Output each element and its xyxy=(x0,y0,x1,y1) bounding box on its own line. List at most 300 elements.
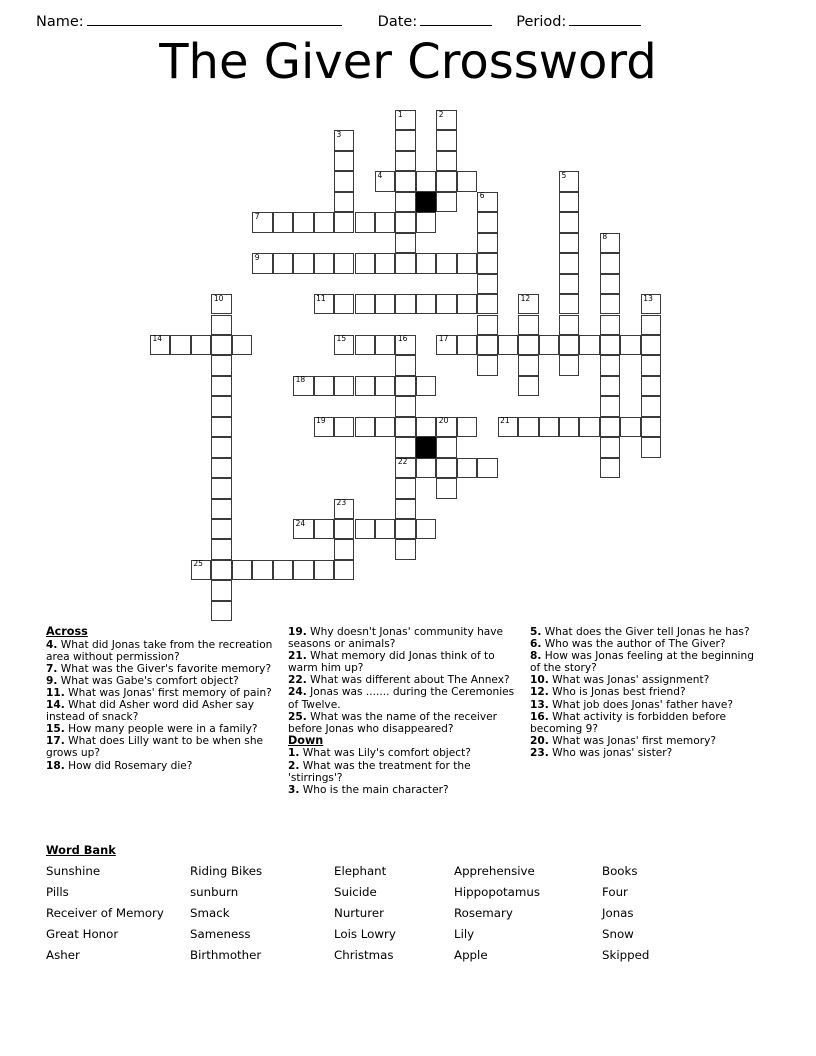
grid-cell[interactable] xyxy=(334,335,354,355)
grid-cell[interactable] xyxy=(518,376,538,396)
grid-cell[interactable] xyxy=(211,315,231,335)
grid-cell[interactable] xyxy=(457,335,477,355)
grid-cell[interactable] xyxy=(436,171,456,191)
grid-cell[interactable] xyxy=(436,294,456,314)
grid-cell[interactable] xyxy=(273,560,293,580)
grid-cell[interactable] xyxy=(436,458,456,478)
grid-cell[interactable] xyxy=(600,355,620,375)
grid-cell[interactable] xyxy=(518,355,538,375)
grid-cell[interactable] xyxy=(416,376,436,396)
grid-cell-number: 16 xyxy=(397,334,408,344)
grid-cell[interactable] xyxy=(395,376,415,396)
grid-cell[interactable] xyxy=(395,294,415,314)
grid-cell[interactable] xyxy=(252,253,272,273)
grid-cell[interactable] xyxy=(395,335,415,355)
grid-cell[interactable] xyxy=(314,212,334,232)
grid-cell[interactable] xyxy=(314,417,334,437)
grid-cell[interactable] xyxy=(211,396,231,416)
grid-cell[interactable] xyxy=(518,417,538,437)
grid-cell[interactable] xyxy=(334,192,354,212)
grid-cell[interactable] xyxy=(600,253,620,273)
grid-cell[interactable] xyxy=(395,355,415,375)
grid-cell[interactable] xyxy=(314,253,334,273)
grid-cell[interactable] xyxy=(477,355,497,375)
grid-cell[interactable] xyxy=(600,396,620,416)
grid-cell[interactable] xyxy=(559,253,579,273)
period-label: Period: xyxy=(516,14,567,30)
clue-item xyxy=(288,686,520,710)
grid-cell[interactable] xyxy=(211,499,231,519)
grid-cell[interactable] xyxy=(518,315,538,335)
grid-cell[interactable] xyxy=(191,560,211,580)
clues-column-3 xyxy=(530,626,772,796)
grid-cell[interactable] xyxy=(314,519,334,539)
grid-cell[interactable] xyxy=(395,171,415,191)
grid-cell[interactable] xyxy=(211,560,231,580)
grid-cell[interactable] xyxy=(395,499,415,519)
grid-cell[interactable] xyxy=(334,417,354,437)
grid-cell[interactable] xyxy=(477,212,497,232)
clue-item xyxy=(288,784,520,796)
clue-item xyxy=(288,711,520,735)
grid-cell[interactable] xyxy=(252,212,272,232)
clue-number: 1. xyxy=(288,747,300,760)
grid-cell[interactable] xyxy=(355,294,375,314)
clue-number: 10. xyxy=(530,674,549,687)
grid-cell[interactable] xyxy=(457,253,477,273)
word-bank-item[interactable]: Rosemary xyxy=(454,906,513,920)
word-bank-item[interactable]: Skipped xyxy=(602,948,650,962)
word-bank-item[interactable]: Christmas xyxy=(334,948,394,962)
grid-cell[interactable] xyxy=(375,171,395,191)
clue-number: 24. xyxy=(288,686,307,699)
grid-cell[interactable] xyxy=(395,519,415,539)
clue-text: Who was jonas' sister? xyxy=(548,746,673,759)
grid-cell[interactable] xyxy=(314,294,334,314)
grid-cell[interactable] xyxy=(600,335,620,355)
grid-cell-number: 18 xyxy=(295,375,306,385)
grid-cell-number: 12 xyxy=(520,293,531,303)
grid-cell-number: 13 xyxy=(643,293,653,303)
word-bank-item[interactable]: Jonas xyxy=(602,906,634,920)
grid-cell[interactable] xyxy=(375,253,395,273)
word-bank-item[interactable]: Pills xyxy=(46,885,69,899)
grid-cell-number: 23 xyxy=(336,498,347,508)
grid-cell[interactable] xyxy=(334,499,354,519)
grid-cell[interactable] xyxy=(559,417,579,437)
word-bank-section xyxy=(46,843,772,962)
grid-cell[interactable] xyxy=(600,315,620,335)
grid-cell[interactable] xyxy=(457,417,477,437)
grid-cell[interactable] xyxy=(211,458,231,478)
clue-text: What was the name of the receiver before Jonas who disappeared? xyxy=(288,710,497,735)
grid-cell[interactable] xyxy=(191,335,211,355)
clue-item xyxy=(46,687,278,699)
clue-number: 12. xyxy=(530,686,549,699)
word-bank-item[interactable]: Elephant xyxy=(334,864,387,878)
clues-column-2 xyxy=(288,626,530,796)
grid-cell[interactable] xyxy=(641,376,661,396)
grid-cell[interactable] xyxy=(334,171,354,191)
clue-text: How was Jonas feeling at the beginning of the story? xyxy=(530,650,754,675)
grid-cell[interactable] xyxy=(334,130,354,150)
grid-cell[interactable] xyxy=(641,294,661,314)
grid-cell[interactable] xyxy=(477,274,497,294)
clue-item xyxy=(46,699,278,723)
grid-cell-number: 17 xyxy=(438,334,449,344)
grid-cell-number: 25 xyxy=(193,559,203,569)
clue-number: 16. xyxy=(530,710,549,723)
grid-cell-number: 9 xyxy=(254,252,260,262)
grid-cell[interactable] xyxy=(355,253,375,273)
clue-text: How many people were in a family? xyxy=(64,723,258,736)
clue-text: What was the treatment for the 'stirrings'? xyxy=(288,759,471,784)
grid-cell[interactable] xyxy=(600,294,620,314)
grid-cell[interactable] xyxy=(232,560,252,580)
grid-cell[interactable] xyxy=(641,355,661,375)
clue-item xyxy=(46,735,278,759)
grid-cell[interactable] xyxy=(436,417,456,437)
grid-cell[interactable] xyxy=(395,130,415,150)
grid-cell[interactable] xyxy=(600,458,620,478)
grid-cell[interactable] xyxy=(211,355,231,375)
word-bank-item[interactable]: Sameness xyxy=(190,927,251,941)
clue-number: 17. xyxy=(46,735,65,748)
grid-cell[interactable] xyxy=(375,294,395,314)
grid-cell[interactable] xyxy=(375,519,395,539)
grid-cell[interactable] xyxy=(334,539,354,559)
grid-cell[interactable] xyxy=(559,294,579,314)
word-bank-heading: Word Bank xyxy=(46,843,116,857)
grid-cell[interactable] xyxy=(375,417,395,437)
grid-cell[interactable] xyxy=(600,376,620,396)
grid-cell[interactable] xyxy=(416,212,436,232)
grid-cell[interactable] xyxy=(355,212,375,232)
grid-cell[interactable] xyxy=(436,110,456,130)
grid-cell[interactable] xyxy=(416,171,436,191)
grid-cell[interactable] xyxy=(170,335,190,355)
grid-cell[interactable] xyxy=(436,253,456,273)
grid-cell[interactable] xyxy=(395,417,415,437)
grid-cell[interactable] xyxy=(559,171,579,191)
word-bank-item[interactable]: Riding Bikes xyxy=(190,864,263,878)
grid-cell[interactable] xyxy=(293,376,313,396)
clue-text: What does Lilly want to be when she grows up? xyxy=(46,735,264,760)
word-bank-item[interactable]: Books xyxy=(602,864,638,878)
grid-cell[interactable] xyxy=(395,396,415,416)
grid-cell-number: 21 xyxy=(500,416,510,426)
grid-cell[interactable] xyxy=(211,437,231,457)
clue-number: 8. xyxy=(530,650,542,663)
grid-cell[interactable] xyxy=(273,212,293,232)
grid-cell[interactable] xyxy=(641,335,661,355)
clue-number: 15. xyxy=(46,723,65,736)
grid-cell[interactable] xyxy=(477,233,497,253)
word-bank-item[interactable]: Lily xyxy=(454,927,475,941)
clue-text: What activity is forbidden before becoming 9? xyxy=(530,710,726,735)
grid-cell[interactable] xyxy=(314,560,334,580)
grid-cell-number: 20 xyxy=(438,416,449,426)
grid-cell[interactable] xyxy=(579,335,599,355)
clue-text: What was the Giver's favorite memory? xyxy=(57,662,272,675)
grid-cell[interactable] xyxy=(477,253,497,273)
grid-cell[interactable] xyxy=(641,417,661,437)
word-bank-item[interactable]: Apple xyxy=(454,948,488,962)
grid-cell[interactable] xyxy=(211,580,231,600)
clues-heading-down: Down xyxy=(288,733,324,747)
grid-cell[interactable] xyxy=(620,417,640,437)
grid-cell[interactable] xyxy=(375,376,395,396)
clue-number: 3. xyxy=(288,783,300,796)
clue-item xyxy=(530,735,762,747)
clue-item xyxy=(530,699,762,711)
grid-cell[interactable] xyxy=(334,376,354,396)
clue-item xyxy=(288,760,520,784)
clue-text: What was Jonas' first memory? xyxy=(548,734,716,747)
grid-cell[interactable] xyxy=(518,294,538,314)
clue-item xyxy=(530,626,762,638)
grid-cell[interactable] xyxy=(477,458,497,478)
clue-text: How did Rosemary die? xyxy=(64,759,193,772)
grid-cell-number: 4 xyxy=(377,170,383,180)
grid-cell[interactable] xyxy=(600,437,620,457)
grid-cell[interactable] xyxy=(293,519,313,539)
grid-cell[interactable] xyxy=(477,192,497,212)
clue-number: 4. xyxy=(46,638,58,651)
grid-cell[interactable] xyxy=(559,315,579,335)
grid-cell[interactable] xyxy=(436,192,456,212)
grid-cell[interactable] xyxy=(395,110,415,130)
word-bank-item[interactable]: Smack xyxy=(190,906,230,920)
clue-item xyxy=(288,626,520,650)
grid-cell[interactable] xyxy=(559,233,579,253)
grid-cell-number: 24 xyxy=(295,518,306,528)
grid-cell[interactable] xyxy=(293,212,313,232)
grid-cell[interactable] xyxy=(416,519,436,539)
clue-text: What was Jonas' assignment? xyxy=(548,674,710,687)
clue-text: What job does Jonas' father have? xyxy=(548,698,734,711)
word-bank-item[interactable]: Receiver of Memory xyxy=(46,906,164,920)
clue-number: 11. xyxy=(46,686,65,699)
word-bank-item[interactable]: Snow xyxy=(602,927,634,941)
grid-cell[interactable] xyxy=(416,417,436,437)
grid-cell[interactable] xyxy=(395,212,415,232)
grid-cell[interactable] xyxy=(579,417,599,437)
grid-cell[interactable] xyxy=(273,253,293,273)
grid-cell[interactable] xyxy=(211,417,231,437)
page-title: The Giver Crossword xyxy=(159,34,657,90)
clue-text: What does the Giver tell Jonas he has? xyxy=(541,626,750,638)
clue-item xyxy=(46,675,278,687)
word-bank-item[interactable]: Four xyxy=(602,885,628,899)
grid-cell[interactable] xyxy=(314,376,334,396)
clue-text: What did Jonas take from the recreation area without permission? xyxy=(46,638,273,663)
clue-item xyxy=(46,663,278,675)
clue-text: Who is the main character? xyxy=(299,783,449,796)
grid-cell[interactable] xyxy=(477,315,497,335)
word-bank-item[interactable]: Apprehensive xyxy=(454,864,535,878)
clue-item xyxy=(530,686,762,698)
clue-text: What was Gabe's comfort object? xyxy=(57,674,239,687)
grid-cell[interactable] xyxy=(539,417,559,437)
grid-cell[interactable] xyxy=(395,478,415,498)
grid-cell[interactable] xyxy=(416,294,436,314)
date-label: Date: xyxy=(377,14,418,30)
grid-cell[interactable] xyxy=(457,294,477,314)
grid-cell[interactable] xyxy=(334,560,354,580)
grid-cell[interactable] xyxy=(252,560,272,580)
grid-cell[interactable] xyxy=(559,212,579,232)
clue-number: 18. xyxy=(46,759,65,772)
grid-cell[interactable] xyxy=(334,294,354,314)
grid-cell[interactable] xyxy=(641,437,661,457)
grid-cell[interactable] xyxy=(355,376,375,396)
grid-cell[interactable] xyxy=(416,253,436,273)
grid-cell[interactable] xyxy=(477,294,497,314)
grid-cell[interactable] xyxy=(334,519,354,539)
word-bank-item[interactable]: Asher xyxy=(46,948,80,962)
grid-cell[interactable] xyxy=(518,335,538,355)
clue-number: 19. xyxy=(288,626,307,638)
grid-cell[interactable] xyxy=(641,315,661,335)
grid-cell[interactable] xyxy=(334,151,354,171)
grid-cell[interactable] xyxy=(436,437,456,457)
clue-number: 6. xyxy=(530,638,542,651)
grid-cell-number: 14 xyxy=(152,334,163,344)
clue-item xyxy=(288,674,520,686)
clue-item xyxy=(46,639,278,663)
grid-cell[interactable] xyxy=(416,458,436,478)
grid-cell-number: 6 xyxy=(479,191,485,201)
clue-number: 9. xyxy=(46,674,58,687)
grid-cell[interactable] xyxy=(395,233,415,253)
grid-cell[interactable] xyxy=(395,253,415,273)
grid-cell[interactable] xyxy=(498,335,518,355)
grid-cell-number: 10 xyxy=(213,293,224,303)
clue-number: 5. xyxy=(530,626,542,638)
grid-cell[interactable] xyxy=(375,212,395,232)
grid-cell[interactable] xyxy=(395,437,415,457)
clue-text: What was Lily's comfort object? xyxy=(299,747,471,760)
grid-cell-number: 19 xyxy=(316,416,326,426)
clue-text: Who is Jonas best friend? xyxy=(548,686,686,699)
clue-number: 14. xyxy=(46,699,65,712)
clues-heading-across: Across xyxy=(46,625,88,638)
grid-cell[interactable] xyxy=(355,335,375,355)
clue-text: Why doesn't Jonas' community have seasons or animals? xyxy=(288,626,504,651)
clue-item xyxy=(288,747,520,759)
grid-cell[interactable] xyxy=(395,539,415,559)
grid-cell[interactable] xyxy=(375,335,395,355)
grid-cell[interactable] xyxy=(355,417,375,437)
clue-text: What was Jonas' first memory of pain? xyxy=(64,686,272,699)
grid-cell[interactable] xyxy=(641,396,661,416)
clue-number: 25. xyxy=(288,710,307,723)
grid-cell[interactable] xyxy=(600,233,620,253)
grid-cell[interactable] xyxy=(293,253,313,273)
grid-cell[interactable] xyxy=(559,355,579,375)
word-bank-item[interactable]: Suicide xyxy=(334,885,377,899)
word-bank-item[interactable]: Great Honor xyxy=(46,927,119,941)
word-bank-item[interactable]: sunburn xyxy=(190,885,239,899)
word-bank-item[interactable]: Birthmother xyxy=(190,948,262,962)
grid-cell[interactable] xyxy=(436,478,456,498)
word-bank-item[interactable]: Lois Lowry xyxy=(334,927,396,941)
grid-cell[interactable] xyxy=(355,519,375,539)
grid-cell-number: 7 xyxy=(254,211,260,221)
grid-cell[interactable] xyxy=(211,478,231,498)
grid-cell[interactable] xyxy=(559,274,579,294)
grid-cell[interactable] xyxy=(600,274,620,294)
clue-item xyxy=(530,638,762,650)
clue-text: Who was the author of The Giver? xyxy=(541,638,726,651)
grid-cell[interactable] xyxy=(620,335,640,355)
grid-cell[interactable] xyxy=(457,458,477,478)
clue-item xyxy=(530,747,762,759)
clue-number: 2. xyxy=(288,759,300,772)
grid-cell[interactable] xyxy=(395,192,415,212)
grid-cell[interactable] xyxy=(211,539,231,559)
word-bank-item[interactable]: Sunshine xyxy=(46,864,101,878)
grid-cell-number: 11 xyxy=(316,293,326,303)
grid-cell[interactable] xyxy=(477,335,497,355)
word-bank-list xyxy=(46,864,772,962)
grid-cell[interactable] xyxy=(211,601,231,621)
grid-cell-number: 22 xyxy=(397,457,408,467)
grid-cell-number: 2 xyxy=(438,109,444,119)
grid-cell[interactable] xyxy=(293,560,313,580)
clue-number: 13. xyxy=(530,698,549,711)
grid-cell[interactable] xyxy=(457,171,477,191)
clue-number: 20. xyxy=(530,734,549,747)
word-bank-item[interactable]: Nurturer xyxy=(334,906,384,920)
clue-item xyxy=(288,650,520,674)
clue-number: 21. xyxy=(288,650,307,663)
grid-cell[interactable] xyxy=(559,192,579,212)
word-bank-item[interactable]: Hippopotamus xyxy=(454,885,541,899)
grid-cell-number: 8 xyxy=(602,232,608,242)
clues-section xyxy=(46,626,772,796)
clue-number: 23. xyxy=(530,746,549,759)
grid-cell-number: 15 xyxy=(336,334,347,344)
grid-cell[interactable] xyxy=(498,417,518,437)
clue-item xyxy=(46,760,278,772)
grid-cell-number: 1 xyxy=(397,109,403,119)
clue-text: What memory did Jonas think of to warm him up? xyxy=(288,650,495,675)
grid-cell-blocked xyxy=(416,437,436,457)
grid-cell[interactable] xyxy=(395,151,415,171)
grid-cell[interactable] xyxy=(150,335,170,355)
grid-cell[interactable] xyxy=(334,212,354,232)
grid-cell[interactable] xyxy=(600,417,620,437)
clue-text: Jonas was ....... during the Ceremonies of Twelve. xyxy=(288,686,515,711)
clue-text: What was different about The Annex? xyxy=(306,674,510,687)
grid-cell[interactable] xyxy=(539,335,559,355)
grid-cell[interactable] xyxy=(211,519,231,539)
clue-item xyxy=(530,674,762,686)
grid-cell[interactable] xyxy=(395,458,415,478)
grid-cell-number: 5 xyxy=(561,170,567,180)
grid-cell[interactable] xyxy=(211,294,231,314)
grid-cell[interactable] xyxy=(436,151,456,171)
grid-cell[interactable] xyxy=(436,335,456,355)
grid-cell[interactable] xyxy=(232,335,252,355)
grid-cell[interactable] xyxy=(559,335,579,355)
grid-cell[interactable] xyxy=(211,335,231,355)
grid-cell[interactable] xyxy=(334,253,354,273)
grid-cell[interactable] xyxy=(436,130,456,150)
grid-cell[interactable] xyxy=(211,376,231,396)
